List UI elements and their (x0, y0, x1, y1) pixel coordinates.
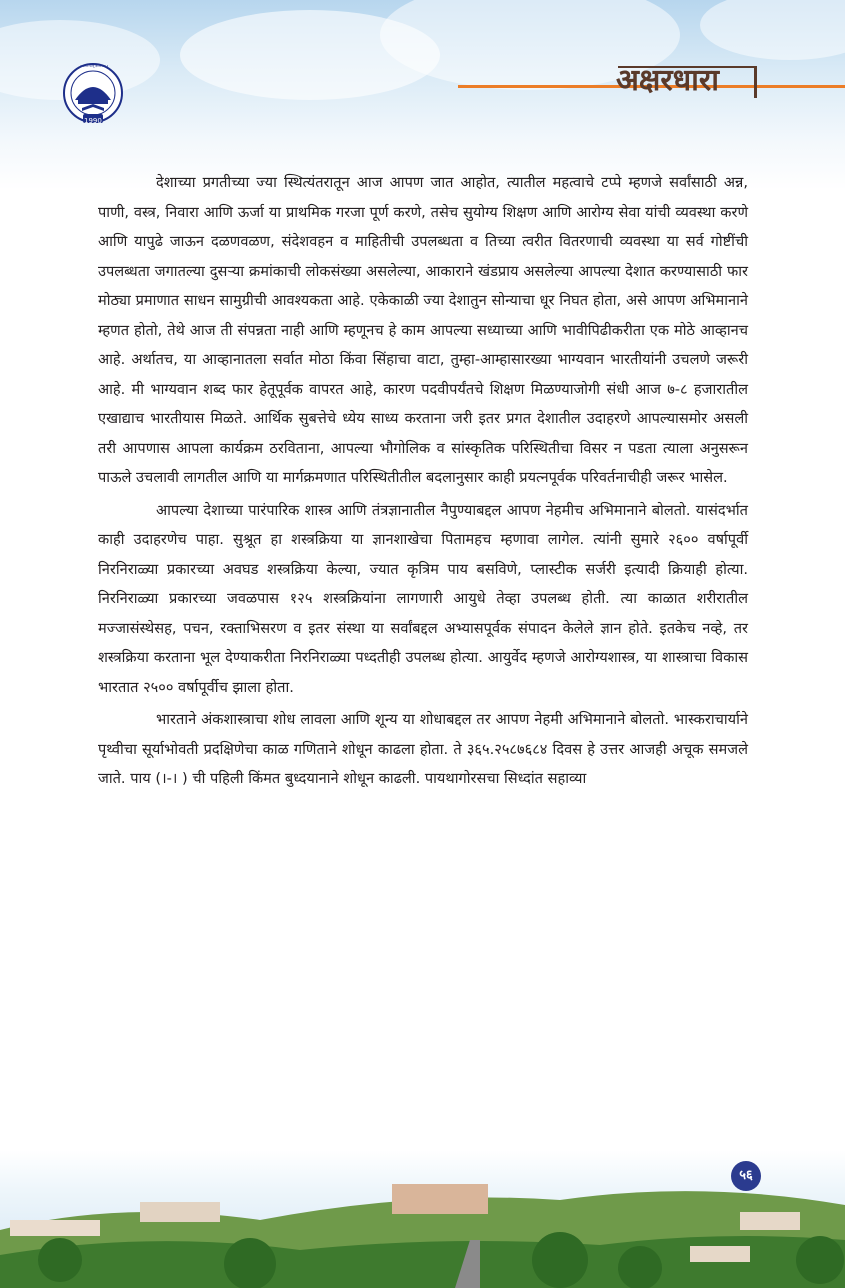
paragraph-3: भारताने अंकशास्त्राचा शोध लावला आणि शून्य या शोधाबद्दल तर आपण नेहमी अभिमानाने बोलतो. भास्कराचार्याने पृथ्वीचा सूर्याभोवती प्रदक्षिणेचा काळ गणिताने शोधून काढला होता. ते ३६५.२५८७६८४ दिवस हे उत्तर आजही अचूक समजले जाते. पाय (।-। ) ची पहिली किंमत बुध्दयानाने शोधून काढली. पायथागोरसचा सिध्दांत सहाव्या (98, 711, 748, 787)
page-number-badge: ५६ (731, 1161, 761, 1191)
paragraph-2: आपल्या देशाच्या पारंपारिक शास्त्र आणि तंत्रज्ञानातील नैपुण्याबद्दल आपण नेहमीच अभिमानाने बोलतो. यासंदर्भात काही उदाहरणेच पाहा. सुश्रूत हा शस्त्रक्रिया या ज्ञानशाखेचा पितामहच म्हणावा लागेल. त्यांनी सुमारे २६०० वर्षापूर्वी निरनिराळ्या प्रकारच्या अवघड शस्त्रक्रिया केल्या, ज्यात कृत्रिम पाय बसविणे, प्लास्टीक सर्जरी इत्यादी क्रियाही होत्या. निरनिराळ्या प्रकारच्या जवळपास १२५ शस्त्रक्रियांना लागणारी आयुधे तेव्हा उपलब्ध होती. त्या काळात शरीरातील मज्जासंस्थेसह, पचन, रक्ताभिसरण व इतर संस्था या सर्वांबद्दल अभ्यासपूर्वक संपादन केलेले ज्ञान होते. इतकेच नव्हे, तर शस्त्रक्रिया करताना भूल देण्याकरीता निरनिराळ्या पध्दतीही उपलब्ध होत्या. आयुर्वेद म्हणजे आरोग्यशास्त्र, या शास्त्राचा विकास भारतात २५०० वर्षापूर्वीच झाला होता. (98, 501, 748, 696)
logo-year: 1990 (84, 117, 102, 125)
paragraph-1: देशाच्या प्रगतीच्या ज्या स्थित्यंतरातून आज आपण जात आहोत, त्यातील महत्वाचे टप्पे म्हणजे सर्वांसाठी अन्न, पाणी, वस्त्र, निवारा आणि ऊर्जा या प्राथमिक गरजा पूर्ण करणे, तसेच सुयोग्य शिक्षण आणि आरोग्य सेवा यांची व्यवस्था करणे आणि यापुढे जाऊन दळणवळण, संदेशवहन व माहितीची उपलब्धता व तिच्या त्वरीत वितरणाची व्यवस्था या सर्व गोष्टींची उपलब्धता जगातल्या दुसऱ्या क्रमांकाची लोकसंख्या असलेल्या, आकाराने खंडप्राय असलेल्या आपल्या देशात करण्यासाठी फार मोठ्या प्रमाणात साधन सामुग्रीची आवश्यकता आहे. एकेकाळी ज्या देशातुन सोन्याचा धूर निघत होता, असे आपण अभिमानाने म्हणत होतो, तेथे आज ती संपन्नता नाही आणि म्हणूनच हे काम आपल्या सध्याच्या आणि भावीपिढीकरीता एक मोठे आव्हानच आहे. अर्थातच, या आव्हानातला सर्वात मोठा किंवा सिंहाचा वाटा, तुम्हा-आम्हासारख्या भाग्यवान भारतीयांनी उचलणे जरूरी आहे. मी भाग्यवान शब्द फार हेतूपूर्वक वापरत आहे, कारण पदवीपर्यंतचे शिक्षण मिळण्याजोगी संधी आज ७-८ हजारातील एखाद्याच भारतीयास मिळते. आर्थिक सुबत्तेचे ध्येय साध्य करताना जरी इतर प्रगत देशातील उदाहरणे आपल्यासमोर असली तरी आपणास आपला कार्यक्रम ठरविताना, आपल्या भौगोलिक व सांस्कृतिक परिस्थितीचा विसर न पडता त्याला अनुसरून पाऊले उचलावी लागतील आणि या मार्गक्रमणात परिस्थितीतील बदलानुसार काही प्रयत्नपूर्वक परिवर्तनाचीही जरूर भासेल. (98, 174, 748, 486)
logo-motto: ॥ अंतरी पेटवू ज्ञानज्योत ॥ (79, 64, 109, 68)
article-body (98, 168, 748, 797)
campus-landscape (0, 1160, 845, 1288)
magazine-title: अक्षरधारा (616, 63, 719, 98)
title-tick (754, 66, 757, 98)
